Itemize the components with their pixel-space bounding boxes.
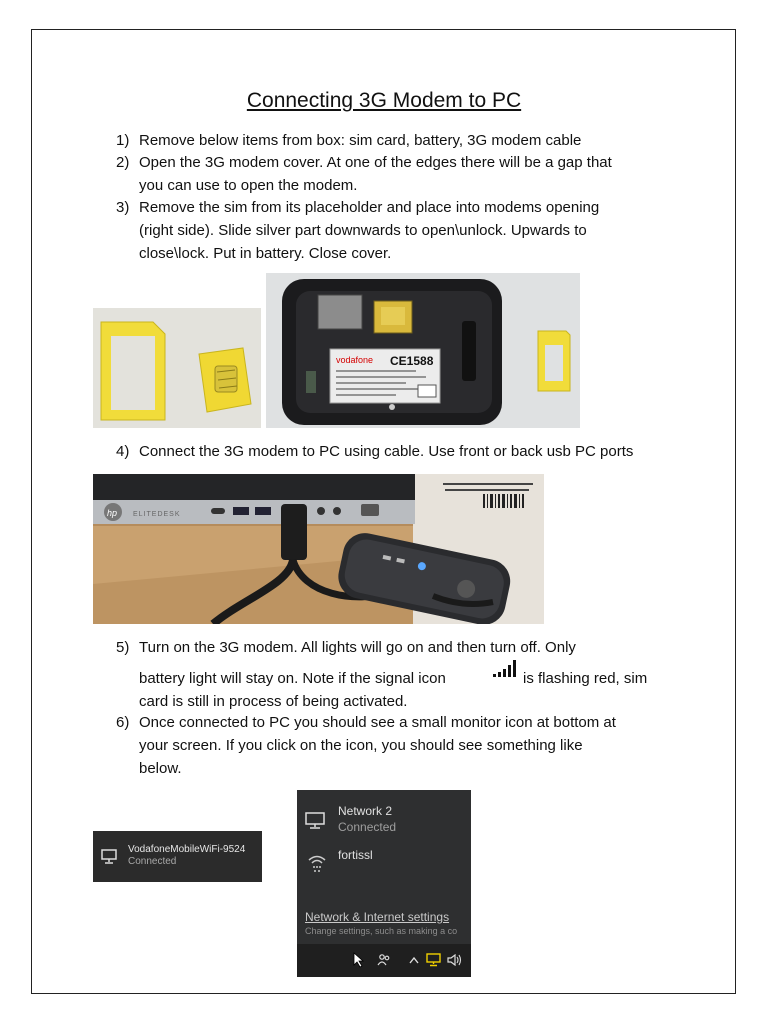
step-text-line: (right side). Slide silver part downwards to open\unlock. Upwards to	[139, 222, 587, 239]
taskbar-tray	[297, 944, 471, 977]
ce-mark-text: CE1588	[390, 354, 434, 368]
network-1-name[interactable]: Network 2	[338, 804, 393, 818]
people-icon[interactable]	[377, 954, 391, 966]
network-name: VodafoneMobileWiFi-9524	[128, 844, 246, 855]
sim-card-photo	[93, 308, 261, 428]
step-text-line: you can use to open the modem.	[139, 177, 358, 194]
step-number: 2)	[116, 154, 130, 171]
step-number: 1)	[116, 132, 130, 149]
step-text-line: close\lock. Put in battery. Close cover.	[139, 245, 392, 262]
step-number: 6)	[116, 714, 130, 731]
step-text-line: Once connected to PC you should see a small monitor icon at bottom at	[139, 714, 616, 731]
network-status: Connected	[128, 856, 177, 867]
wifi-icon	[307, 852, 327, 874]
network-1-status: Connected	[338, 820, 397, 834]
step-number: 3)	[116, 199, 130, 216]
step-text: Remove below items from box: sim card, battery, 3G modem cable	[139, 132, 582, 149]
modem-brand-text: vodafone	[336, 355, 374, 365]
step-2	[116, 151, 676, 197]
pc-model-text: ELITEDESK	[133, 511, 181, 518]
step-text: Connect the 3G modem to PC using cable. Use front or back usb PC ports	[139, 443, 634, 460]
step-3	[116, 196, 676, 266]
step-text-line: card is still in process of being activated.	[139, 693, 408, 710]
step-5	[116, 636, 676, 710]
monitor-network-icon	[101, 849, 119, 865]
step-text-line: Open the 3G modem cover. At one of the edges there will be a gap that	[139, 154, 612, 171]
step-text-line: below.	[139, 760, 182, 777]
step-text-line: Turn on the 3G modem. All lights will go on and then turn off. Only	[139, 639, 576, 656]
pc-brand-text: hp	[107, 508, 118, 518]
pc-modem-photo	[93, 474, 544, 624]
step-6	[116, 711, 676, 781]
page-title: Connecting 3G Modem to PC	[246, 89, 522, 112]
step-text-line: your screen. If you click on the icon, you should see something like	[139, 737, 583, 754]
network-settings-link[interactable]: Network & Internet settings	[305, 910, 450, 924]
network-flyout	[297, 790, 471, 977]
network-settings-description: Change settings, such as making a co	[305, 926, 458, 936]
step-text-line: Remove the sim from its placeholder and place into modems opening	[139, 199, 600, 216]
network-2-name[interactable]: fortissl	[338, 848, 373, 862]
cursor-icon	[353, 952, 365, 968]
wifi-connected-popup	[93, 831, 262, 882]
monitor-network-icon[interactable]	[426, 953, 442, 967]
modem-open-photo	[266, 273, 580, 428]
step-number: 5)	[116, 639, 130, 656]
signal-bars-icon	[491, 657, 521, 679]
step-number: 4)	[116, 443, 130, 460]
monitor-network-icon	[305, 812, 327, 830]
step-text-line: battery light will stay on. Note if the signal icon	[139, 670, 446, 687]
step-text-line: is flashing red, sim	[523, 670, 648, 687]
chevron-up-icon[interactable]	[409, 956, 419, 964]
speaker-icon[interactable]	[447, 954, 463, 966]
